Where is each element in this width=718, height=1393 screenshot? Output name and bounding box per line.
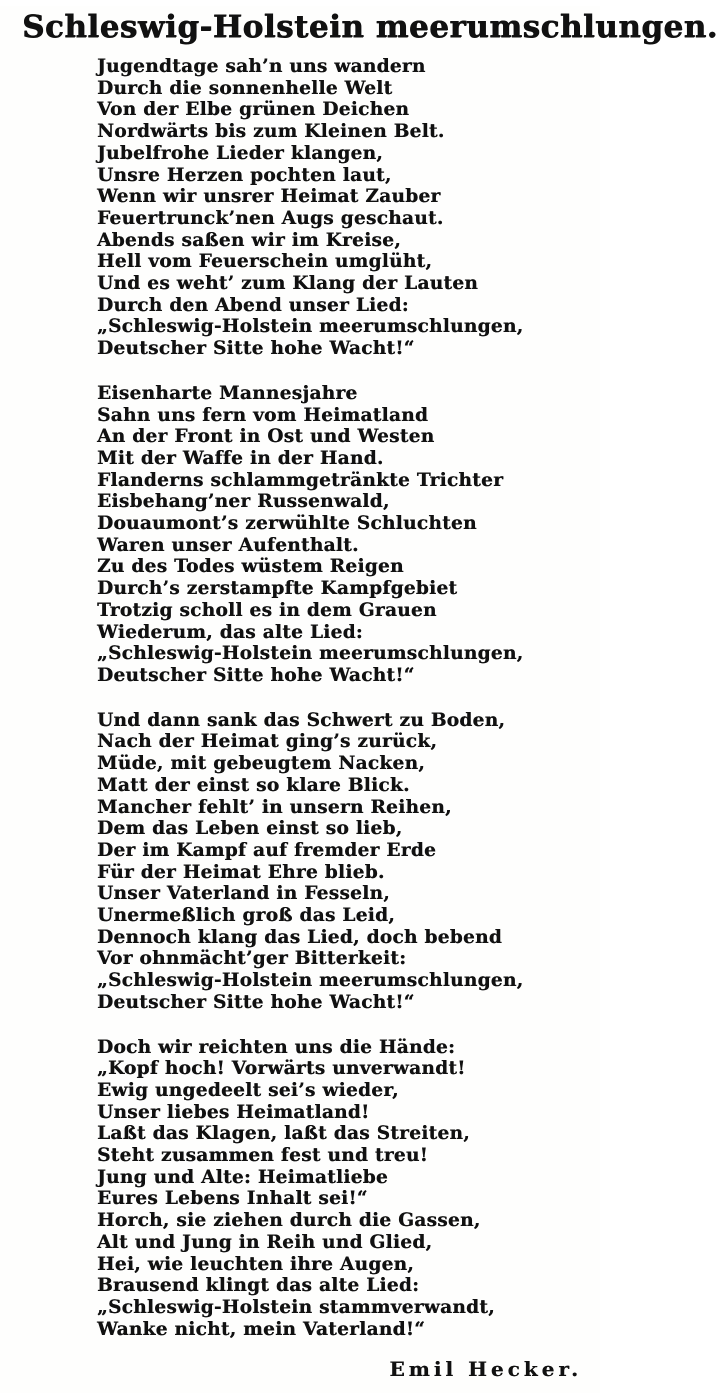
poem-line: Nordwärts bis zum Kleinen Belt. — [97, 121, 445, 143]
poem-line: Und es weht’ zum Klang der Lauten — [97, 273, 479, 295]
poem-line: Brausend klingt das alte Lied: — [97, 1275, 420, 1297]
stanza — [97, 56, 600, 360]
poem-line: Sahn uns fern vom Heimatland — [97, 404, 429, 426]
poem-line: Durch den Abend unser Lied: — [97, 294, 409, 316]
poem-line: Abends saßen wir im Kreise, — [97, 229, 401, 251]
poem-page — [0, 6, 718, 1393]
poem-line: Horch, sie ziehen durch die Gassen, — [97, 1210, 481, 1232]
poem-line: Hei, wie leuchten ihre Augen, — [97, 1253, 415, 1275]
poem-line: „Kopf hoch! Vorwärts unverwandt! — [97, 1058, 466, 1080]
poem-line: Jubelfrohe Lieder klangen, — [97, 142, 384, 164]
poem-line: Feuertrunck’nen Augs geschaut. — [97, 207, 444, 229]
poem-line: Wenn wir unsrer Heimat Zauber — [97, 186, 441, 208]
poem-line: Unsre Herzen pochten laut, — [97, 164, 392, 186]
poem-line: Von der Elbe grünen Deichen — [97, 99, 410, 121]
author-signature: Emil Hecker. — [389, 1357, 582, 1381]
poem-line: Dem das Leben einst so lieb, — [97, 818, 403, 840]
poem-line: Müde, mit gebeugtem Nacken, — [97, 753, 425, 775]
poem-line: Mit der Waffe in der Hand. — [97, 447, 384, 469]
poem-title: Schleswig-Holstein meerumschlungen. — [22, 9, 718, 45]
poem-line: Jung und Alte: Heimatliebe — [97, 1166, 388, 1188]
poem-line: Eisbehang’ner Russenwald, — [97, 491, 390, 513]
poem-line: Flanderns schlammgetränkte Trichter — [97, 469, 504, 491]
poem-line: Unser Vaterland in Fesseln, — [97, 883, 390, 905]
poem-line: Unermeßlich groß das Leid, — [97, 905, 395, 927]
poem-line: Unser liebes Heimatland! — [97, 1101, 370, 1123]
poem-line: Eisenharte Mannesjahre — [97, 382, 358, 404]
poem-line: Ewig ungedeelt sei’s wieder, — [97, 1079, 399, 1101]
poem-body — [97, 56, 600, 1340]
poem-line: Hell vom Feuerschein umglüht, — [97, 251, 433, 273]
poem-line: Wanke nicht, mein Vaterland!“ — [97, 1318, 426, 1340]
poem-line: Jugendtage sah’n uns wandern — [97, 56, 426, 77]
poem-line: Douaumont’s zerwühlte Schluchten — [97, 513, 477, 535]
poem-line: Vor ohnmächt’ger Bitterkeit: — [97, 948, 407, 970]
poem-line: Steht zusammen fest und treu! — [97, 1145, 429, 1167]
poem-line: Der im Kampf auf fremder Erde — [97, 839, 437, 861]
poem-line: Matt der einst so klare Blick. — [97, 774, 410, 796]
poem-line: Durch die sonnenhelle Welt — [97, 77, 393, 99]
poem-line: Und dann sank das Schwert zu Boden, — [97, 709, 506, 731]
poem-line: Deutscher Sitte hohe Wacht!“ — [97, 664, 415, 686]
poem-line: Laßt das Klagen, laßt das Streiten, — [97, 1123, 470, 1145]
poem-line: Durch’s zerstampfte Kampfgebiet — [97, 578, 458, 600]
stanza — [97, 1037, 600, 1341]
poem-line: Doch wir reichten uns die Hände: — [97, 1036, 456, 1058]
poem-line: „Schleswig-Holstein stammverwandt, — [97, 1296, 495, 1318]
poem-line: Wiederum, das alte Lied: — [97, 621, 363, 643]
poem-line: Deutscher Sitte hohe Wacht!“ — [97, 991, 415, 1013]
poem-line: Nach der Heimat ging’s zurück, — [97, 731, 438, 753]
poem-line: Deutscher Sitte hohe Wacht!“ — [97, 338, 415, 360]
poem-line: „Schleswig-Holstein meerumschlungen, — [97, 970, 524, 992]
poem-line: Eures Lebens Inhalt sei!“ — [97, 1188, 368, 1210]
stanza — [97, 710, 600, 1014]
poem-line: Mancher fehlt’ in unsern Reihen, — [97, 796, 452, 818]
poem-line: Alt und Jung in Reih und Glied, — [97, 1231, 433, 1253]
poem-line: Trotzig scholl es in dem Grauen — [97, 599, 437, 621]
poem-line: Waren unser Aufenthalt. — [97, 534, 359, 556]
poem-line: An der Front in Ost und Westen — [97, 426, 435, 448]
poem-line: Für der Heimat Ehre blieb. — [97, 861, 385, 883]
stanza — [97, 383, 600, 687]
poem-line: „Schleswig-Holstein meerumschlungen, — [97, 643, 524, 665]
poem-line: Zu des Todes wüstem Reigen — [97, 556, 404, 578]
poem-line: Dennoch klang das Lied, doch bebend — [97, 926, 502, 948]
poem-line: „Schleswig-Holstein meerumschlungen, — [97, 316, 524, 338]
